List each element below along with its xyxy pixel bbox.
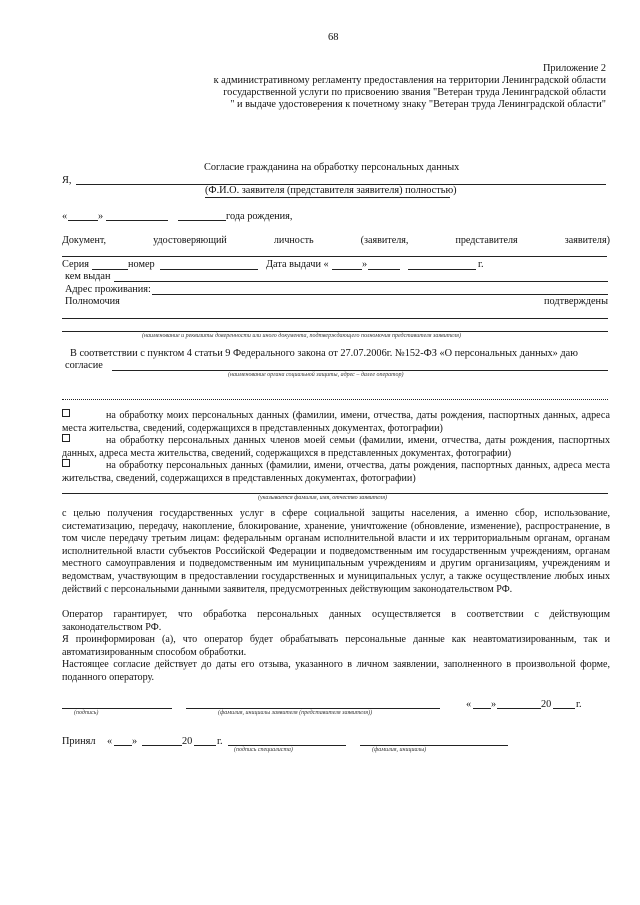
accepted-date-quote-open: «	[107, 736, 113, 747]
doc-word: (заявителя,	[360, 235, 409, 246]
sign-year-suffix: г.	[576, 699, 582, 710]
sign-day-field[interactable]	[473, 708, 491, 709]
guarantee-paragraph: Оператор гарантирует, что обработка персональных данных осуществляется в соответствии с действующим законодательством РФ.	[62, 609, 610, 633]
appendix-title: Приложение 2	[543, 63, 606, 74]
doc-word: представителя	[455, 235, 518, 246]
issue-day-field[interactable]	[332, 269, 362, 270]
accepted-year-field[interactable]	[194, 745, 216, 746]
authority-field-1[interactable]	[62, 318, 608, 319]
birth-month-field[interactable]	[106, 220, 168, 221]
operator-field-2[interactable]	[62, 399, 608, 400]
doc-word: личность	[273, 235, 314, 246]
appendix-line-3: " и выдаче удостоверения к почетному знаку "Ветеран труда Ленинградской области"	[230, 99, 606, 110]
informed-paragraph: Я проинформирован (а), что оператор будет обрабатывать персональные данные как неавтоматизированным, так и автоматизированным способом обработки.	[62, 634, 610, 658]
birth-quote-open: «	[62, 211, 68, 222]
form-title: Согласие гражданина на обработку персональных данных	[204, 162, 460, 173]
option-family-data-text: на обработку персональных данных членов моей семьи (фамилии, имени, отчества, даты рождения, паспортных данных, адреса места жительства, сведений, содержащихся в представленных документах, фотографии)	[62, 435, 610, 459]
checkbox-family-data[interactable]	[62, 434, 70, 442]
accepted-month-field[interactable]	[142, 745, 182, 746]
specialist-initials-caption: (фамилия, инициалы)	[372, 747, 427, 753]
validity-paragraph: Настоящее согласие действует до даты его отзыва, указанного в личном заявлении, заполненного в произвольной форме, поданного оператору.	[62, 659, 610, 683]
consent-label: согласие	[65, 360, 103, 371]
doc-word: заявителя)	[564, 235, 610, 246]
option-family-data	[62, 434, 610, 460]
sign-date-quote-open: «	[466, 699, 472, 710]
accepted-day-field[interactable]	[114, 745, 132, 746]
document-field[interactable]	[62, 256, 607, 257]
fio-caption: (Ф.И.О. заявителя (представителя заявителя) полностью)	[205, 185, 457, 196]
operator-caption: (наименование органа социальной защиты, адрес – далее оператор)	[228, 372, 404, 378]
series-label: Серия	[62, 259, 89, 270]
sign-year-field[interactable]	[553, 708, 575, 709]
issue-month-field[interactable]	[368, 269, 400, 270]
checkbox-own-data[interactable]	[62, 409, 70, 417]
fio-caption-underline	[205, 197, 450, 198]
option-other-data	[62, 459, 610, 485]
persons-caption: (указывается фамилия, имя, отчество заявителя)	[258, 495, 388, 501]
law-text: В соответствии с пунктом 4 статьи 9 Федерального закона от 27.07.2006г. №152-ФЗ «О персональных данных» даю	[70, 348, 578, 359]
specialist-signature-field[interactable]	[228, 745, 346, 746]
checkbox-other-data[interactable]	[62, 459, 70, 467]
issued-by-label: кем выдан	[65, 271, 111, 282]
accepted-date-quote-close: »	[132, 736, 138, 747]
option-own-data-text: на обработку моих персональных данных (фамилии, имени, отчества, даты рождения, паспортных данных, адреса места жительства, сведений, содержащихся в представленных документах, фотографии)	[62, 410, 610, 434]
persons-field[interactable]	[62, 493, 608, 494]
operator-field[interactable]	[112, 370, 608, 371]
doc-word: удостоверяющий	[153, 235, 227, 246]
authority-label: Полномочия	[65, 296, 120, 307]
series-field[interactable]	[92, 269, 128, 270]
birth-day-field[interactable]	[68, 220, 98, 221]
accepted-year-prefix: 20	[182, 736, 193, 747]
sign-date-quote-close: »	[491, 699, 497, 710]
page-number: 68	[328, 32, 339, 43]
doc-word: Документ,	[62, 235, 107, 246]
address-label: Адрес проживания:	[65, 284, 151, 295]
accepted-label: Принял	[62, 736, 96, 747]
authority-caption: (наименование и реквизиты доверенности или иного документа, подтверждающего полномочия представителя заявителя)	[142, 333, 461, 339]
address-field[interactable]	[152, 294, 608, 295]
document-row	[62, 235, 610, 246]
issue-year-field[interactable]	[408, 269, 476, 270]
signature-field[interactable]	[62, 708, 172, 709]
applicant-name-caption: (фамилия, инициалы заявителя (представителя заявителя))	[218, 710, 373, 716]
sign-year-prefix: 20	[541, 699, 552, 710]
option-own-data	[62, 409, 610, 435]
birth-suffix: года рождения,	[226, 211, 293, 222]
appendix-line-1: к административному регламенту предоставления на территории Ленинградской области	[213, 75, 606, 86]
birth-quote-close: »	[98, 211, 104, 222]
number-field[interactable]	[160, 269, 258, 270]
number-label: номер	[128, 259, 155, 270]
specialist-initials-field[interactable]	[360, 745, 508, 746]
authority-field-2[interactable]	[62, 331, 608, 332]
issue-year-suffix: г.	[478, 259, 484, 270]
purpose-paragraph: с целью получения государственных услуг в сфере социальной защиты населения, а именно сбор, использование, систематизацию, передачу, накопление, блокирование, хранение, уничтожение (обновление, изменение), распространение, в том числе передачу третьим лицам: федеральным органам исполнительной власти и их территориальным органам, органам исполнительной власти субъектов Российской Федерации и подведомственным им государственным учреждениям, органам местного самоуправления и подведомственным им муниципальным учреждениям и другим организациям, учреждениям и ведомствам, участвующим в предоставлении государственных и муниципальных услуг, а также осуществление любых иных действий с персональными данными заявителя, предусмотренных действующим законодательством РФ.	[62, 508, 610, 595]
accepted-year-suffix: г.	[217, 736, 223, 747]
ya-label: Я,	[62, 175, 72, 186]
issue-date-label: Дата выдачи «	[266, 259, 329, 270]
specialist-signature-caption: (подпись специалиста)	[234, 747, 293, 753]
authority-confirmed: подтверждены	[544, 296, 608, 307]
appendix-line-2: государственной услуги по присвоению звания "Ветеран труда Ленинградской области	[223, 87, 606, 98]
sign-month-field[interactable]	[497, 708, 541, 709]
issued-by-field[interactable]	[114, 281, 608, 282]
birth-year-field[interactable]	[178, 220, 226, 221]
issue-quote-close: »	[362, 259, 368, 270]
signature-caption: (подпись)	[74, 710, 99, 716]
applicant-name-field[interactable]	[186, 708, 440, 709]
option-other-data-text: на обработку персональных данных (фамилии, имени, отчества, даты рождения, паспортных данных, адреса места жительства, сведений, содержащихся в представленных документах, фотографии)	[62, 460, 610, 484]
